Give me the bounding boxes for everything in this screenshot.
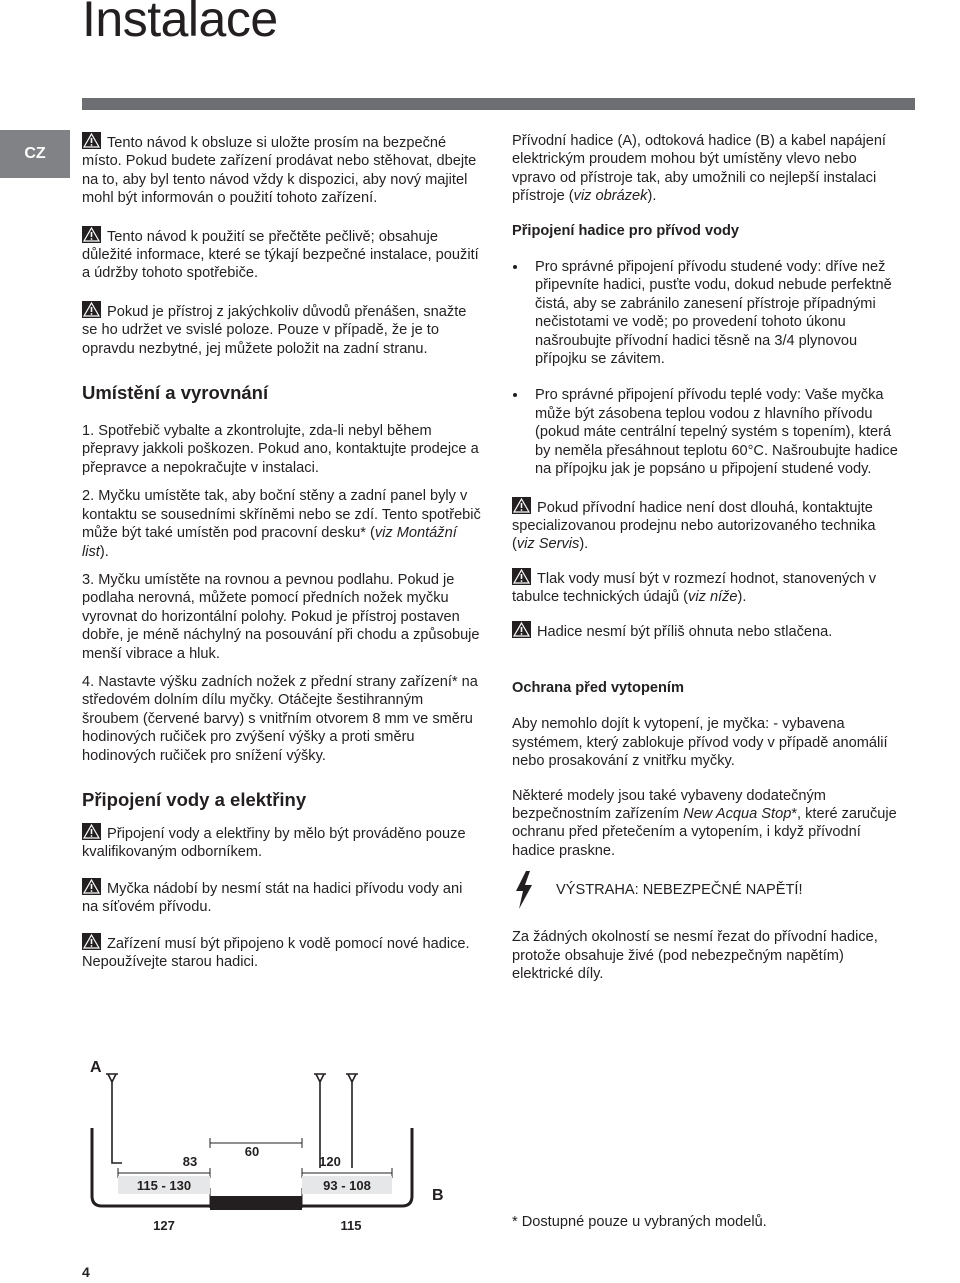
dimension-label: 127: [153, 1218, 175, 1233]
warning-paragraph: [82, 878, 482, 917]
step-paragraph: 2. Myčku umístěte tak, aby boční stěny a zadní panel byly v kontaktu se sousedními skříněmi nebo se zdí. Tento spotřebič může být také umístěn pod pracovní desku* (viz Montážní list).: [82, 488, 481, 560]
dimension-label: 115 - 130: [136, 1178, 192, 1193]
warning-paragraph: Tlak vody musí být v rozmezí hodnot, stanovených v tabulce technických údajů (viz níže).: [512, 568, 902, 607]
warning-paragraph: [82, 301, 482, 358]
warning-paragraph: [82, 823, 482, 862]
body-paragraph: Za žádných okolností se nesmí řezat do přívodní hadice, protože obsahuje živé (pod nebezpečným napětím) elektrické díly.: [512, 929, 878, 982]
step-paragraph: 4. Nastavte výšku zadních nožek z přední strany zařízení* na středovém dolním dílu myčky. Otáčejte šestihranným šroubem (červené barvy) s vnitřním otvorem 8 mm ve směru hodinových ručiček pro zvýšení výšky a proti směru hodinových ručiček pro snížení výšky.: [82, 673, 478, 764]
list-item: Pro správné připojení přívodu teplé vody: Vaše myčka může být zásobena teplou vodou z hlavního přívodu (pokud máte centrální tepelný systém s topením), která by neměla přesáhnout teplotu 60°C. Našroubujte hadice na přípojku jak je popsáno u připojení studené vody.: [512, 386, 902, 478]
warning-icon: [82, 823, 101, 840]
warning-icon: [512, 621, 531, 638]
warning-paragraph: [82, 132, 482, 208]
warning-icon: [82, 301, 101, 318]
cross-reference: viz Montážní list: [82, 525, 457, 560]
warning-text: Připojení vody a elektřiny by mělo být prováděno pouze kvalifikovaným odborníkem.: [82, 825, 466, 861]
dimension-label: 93 - 108: [323, 1178, 371, 1193]
danger-warning: [512, 870, 902, 910]
inlet-tap-icon: [106, 1074, 122, 1163]
warning-paragraph: Pokud přívodní hadice není dost dlouhá, kontaktujte specializovanou prodejnu nebo autorizovaného technika (viz Servis).: [512, 497, 902, 554]
warning-text: Zařízení musí být připojeno k vodě pomocí nové hadice. Nepoužívejte starou hadici.: [82, 935, 470, 970]
intro-paragraph: Přívodní hadice (A), odtoková hadice (B) a kabel napájení elektrickým proudem mohou být umístěny vlevo nebo vpravo od přístroje tak, aby umožnili co nejlepší instalaci přístroje (viz obrázek).: [512, 133, 886, 205]
hose-a-label: A: [90, 1059, 102, 1076]
installation-diagram: [82, 1048, 482, 1248]
danger-text: VÝSTRAHA: NEBEZPEČNÉ NAPĚTÍ!: [556, 881, 803, 898]
warning-icon: [82, 878, 101, 895]
hose-b-label: B: [432, 1187, 444, 1204]
warning-icon: [512, 497, 531, 514]
step-paragraph: 1. Spotřebič vybalte a zkontrolujte, zda-li nebyl během přepravy jakkoli poškozen. Pokud ano, kontaktujte prodejce a přepravce a nepokračujte v instalaci.: [82, 423, 479, 476]
warning-text: Tento návod k použití se přečtěte pečlivě; obsahuje důležité informace, které se týkají bezpečné instalace, použití a údržby tohoto spotřebiče.: [82, 228, 479, 282]
warning-icon: [512, 568, 531, 585]
cabinet-outline: [92, 1128, 412, 1206]
footnote: * Dostupné pouze u vybraných modelů.: [512, 1214, 767, 1230]
dimension-label: 120: [319, 1154, 341, 1169]
warning-text: Myčka nádobí by nesmí stát na hadici přívodu vody ani na síťovém přívodu.: [82, 880, 463, 916]
high-voltage-icon: [512, 870, 536, 910]
subsection-heading: Ochrana před vytopením: [512, 679, 684, 696]
appliance-base: [210, 1196, 302, 1210]
product-name: New Acqua Stop: [683, 805, 792, 822]
right-column: [512, 132, 902, 993]
cross-reference: viz obrázek: [573, 188, 648, 205]
page-title: Instalace: [82, 0, 278, 47]
dimension-label: 115: [340, 1218, 362, 1233]
cross-reference: viz Servis: [516, 536, 580, 553]
dimension-label: 60: [244, 1144, 260, 1159]
warning-text: Pokud je přístroj z jakýchkoliv důvodů přenášen, snažte se ho udržet ve svislé poloze. Pouze v případě, že je to opravdu nezbytné, jej můžete položit na zadní stranu.: [82, 303, 467, 357]
subsection-heading: Připojení hadice pro přívod vody: [512, 222, 740, 239]
title-rule: [82, 98, 915, 110]
warning-icon: [82, 132, 101, 149]
section-heading: Umístění a vyrovnání: [82, 382, 269, 404]
section-heading: Připojení vody a elektřiny: [82, 788, 307, 810]
cross-reference: viz níže: [688, 589, 738, 606]
body-paragraph: Některé modely jsou také vybaveny dodatečným bezpečnostním zařízením New Acqua Stop*, které zaručuje ochranu před přetečením a vytopením, i když přívodní hadice praskne.: [512, 787, 897, 859]
warning-paragraph: [82, 933, 482, 972]
step-paragraph: 3. Myčku umístěte na rovnou a pevnou podlahu. Pokud je podlaha nerovná, můžete pomocí předních nožek myčku vyrovnat do horizontální polohy. Pokud je přístroj postaven dobře, je méně náchylný na posouvání při chodu a způsobuje menší vibrace a hluk.: [82, 571, 480, 662]
list-item: Pro správné připojení přívodu studené vody: dříve než připevníte hadici, pusťte vodu, dokud nebude perfektně čistá, aby se zabránilo zanesení přístroje případnými nečistotami ve vodě; po provedení tohoto úkonu našroubujte přívodní hadici těsně na 3/4 plynovou přípojku se závitem.: [512, 258, 902, 368]
warning-paragraph: [82, 226, 482, 283]
language-tab: CZ: [0, 130, 70, 178]
page-number: 4: [82, 1264, 90, 1280]
warning-text: Tento návod k obsluze si uložte prosím na bezpečné místo. Pokud budete zařízení prodávat nebo stěhovat, dbejte na to, aby byl tento návod vždy k dispozici, aby nový majitel mohl být informován o použití tohoto zařízení.: [82, 135, 477, 207]
left-column: [82, 132, 482, 981]
body-paragraph: Aby nemohlo dojít k vytopení, je myčka: - vybavena systémem, který zablokuje přívod vody v případě anomálií nebo prosakování z vnitřku myčky.: [512, 716, 888, 770]
warning-icon: [82, 226, 101, 243]
warning-icon: [82, 933, 101, 950]
dimension-label: 83: [182, 1154, 198, 1169]
bullet-list: [512, 258, 902, 478]
warning-paragraph: Hadice nesmí být příliš ohnuta nebo stlačena.: [512, 621, 902, 641]
